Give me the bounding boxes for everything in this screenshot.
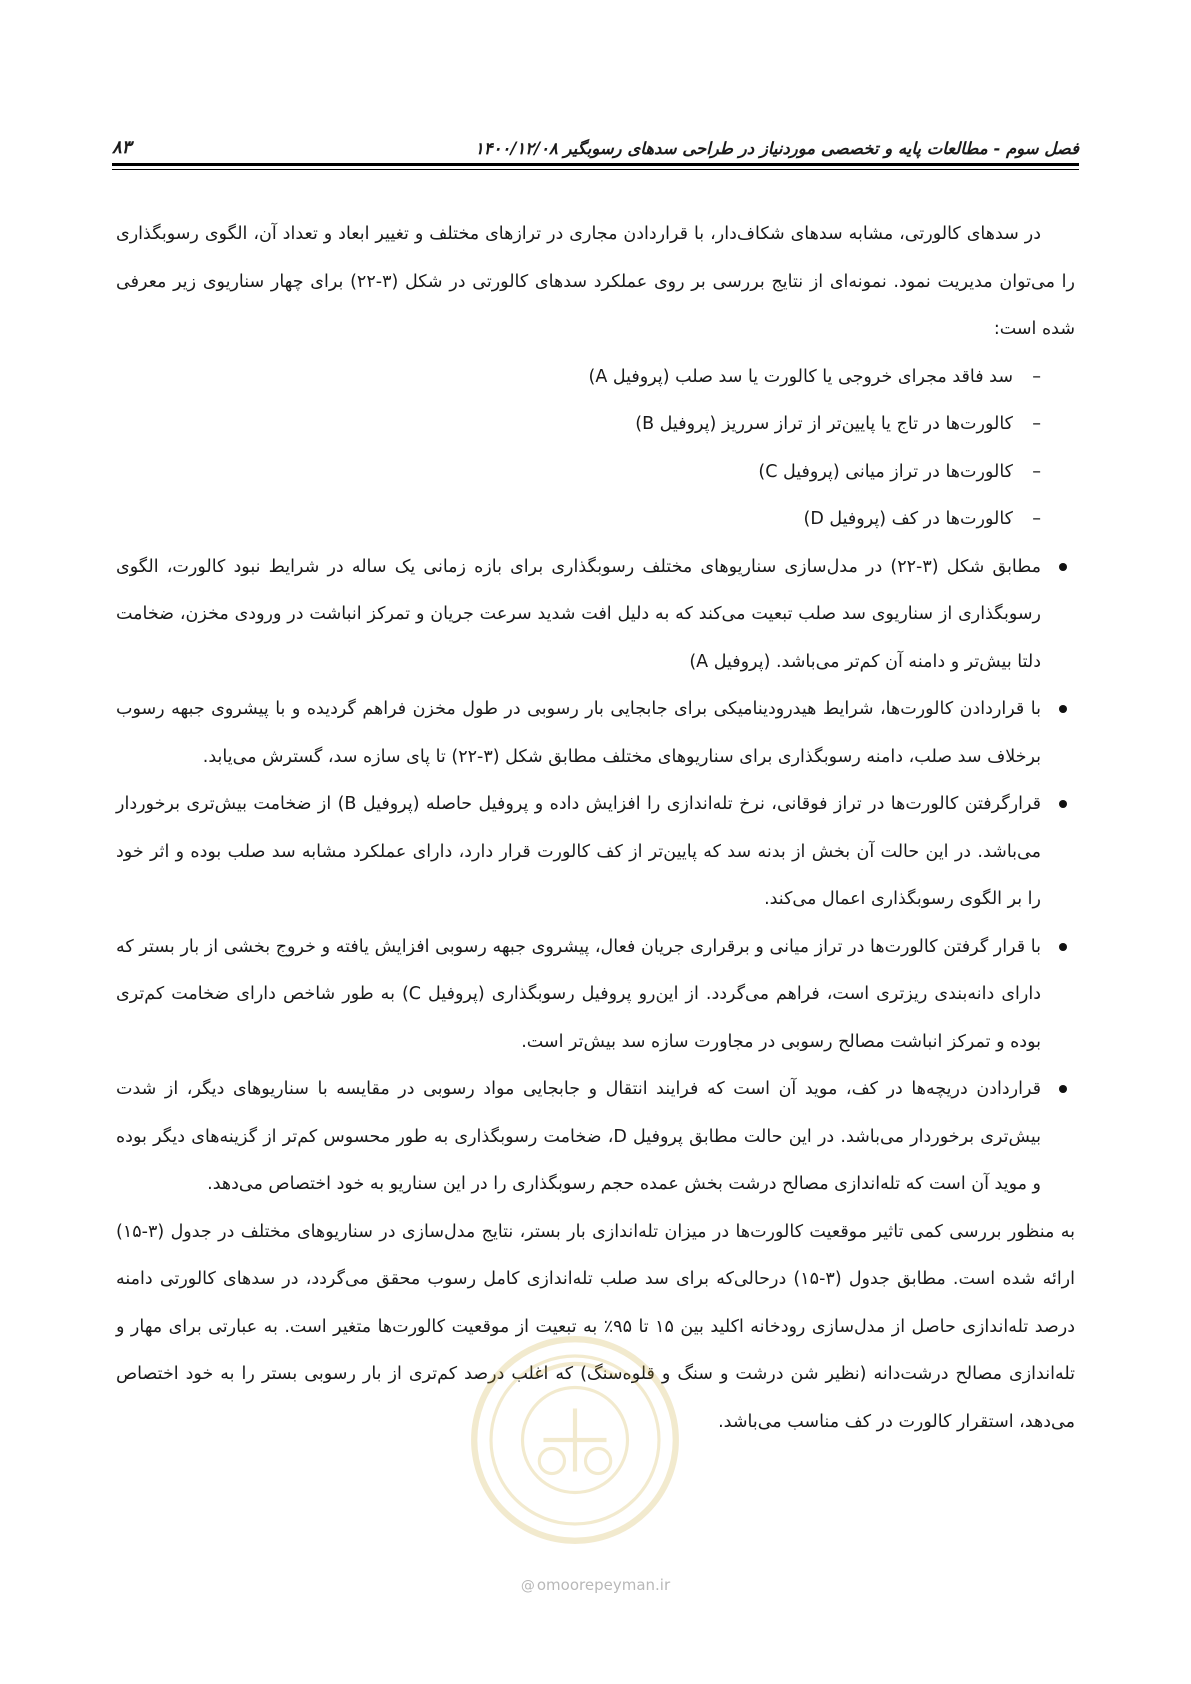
list-item [116, 686, 1075, 781]
list-item [116, 354, 1041, 402]
dash-icon: – [1032, 366, 1041, 387]
list-item [116, 401, 1041, 449]
scenario-text: کالورت‌ها در تاج یا پایین‌تر از تراز سرریز (پروفیل B) [635, 414, 1013, 434]
list-item [116, 496, 1041, 544]
closing-paragraph: به منظور بررسی کمی تاثیر موقعیت کالورت‌ها در میزان تله‌اندازی بار بستر، نتایج مدل‌سازی در سناریوهای مختلف در جدول (۳-۱۵) ارائه شده است. مطابق جدول (۳-۱۵) درحالی‌که برای سد صلب تله‌اندازی کامل رسوب محقق می‌گردد، در سدهای کالورتی دامنه درصد تله‌اندازی حاصل از مدل‌سازی رودخانه اکلید بین ۱۵ تا ۹۵٪ به تبعیت از موقعیت کالورت‌ها متغیر است. به عبارتی برای مهار و تله‌اندازی مصالح درشت‌دانه (نظیر شن درشت و سنگ و قلوه‌سنگ) که اغلب درصد کم‌تری از بار رسوبی بستر را به خود اختصاص می‌دهد، استقرار کالورت در کف مناسب می‌باشد. [116, 1221, 1075, 1432]
dash-icon: – [1032, 461, 1041, 482]
dash-icon: – [1032, 414, 1041, 434]
bullet-text: مطابق شکل (۳-۲۲) در مدل‌سازی سناریوهای مختلف رسوبگذاری برای بازه زمانی یک ساله در شرایط نبود کالورت، الگوی رسوبگذاری از سناریوی سد صلب تبعیت می‌کند که به دلیل افت شدید سرعت جریان و تمرکز انباشت در ورودی مخزن، ضخامت دلتا بیش‌تر و دامنه آن کم‌تر می‌باشد. (پروفیل A) [116, 556, 1041, 672]
scenario-text: کالورت‌ها در کف (پروفیل D) [803, 509, 1013, 529]
list-item [116, 924, 1075, 1067]
scenario-text: سد فاقد مجرای خروجی یا کالورت یا سد صلب (پروفیل A) [588, 366, 1013, 387]
list-item [116, 1066, 1075, 1209]
bullet-icon [1059, 943, 1067, 951]
bullet-text: قراردادن دریچه‌ها در کف، موید آن است که فرایند انتقال و جابجایی مواد رسوبی در مقایسه با سناریوهای دیگر، از شدت بیش‌تری برخوردار می‌باشد. در این حالت مطابق پروفیل D، ضخامت رسوبگذاری به طور محسوس کم‌تر از گزینه‌های دیگر بوده و موید آن است که تله‌اندازی مصالح درشت بخش عمده حجم رسوبگذاری را در این سناریو به خود اختصاص می‌دهد. [116, 1079, 1041, 1194]
at-icon: @ [520, 1578, 535, 1594]
bullet-text: با قرار گرفتن کالورت‌ها در تراز میانی و برقراری جریان فعال، پیشروی جبهه رسوبی افزایش یافته و خروج بخشی از بار بستر که دارای دانه‌بندی ریزتری است، فراهم می‌گردد. از این‌رو پروفیل رسوبگذاری (پروفیل C) به طور شاخص دارای ضخامت کم‌تری بوده و تمرکز انباشت مصالح رسوبی در مجاورت سازه سد بیش‌تر است. [116, 936, 1042, 1052]
header-rule-thick [112, 163, 1079, 166]
header-rule-thin [112, 169, 1079, 170]
list-item [116, 781, 1075, 924]
scenario-text: کالورت‌ها در تراز میانی (پروفیل C) [758, 461, 1013, 482]
page-header [112, 128, 1079, 158]
dash-icon: – [1032, 509, 1041, 529]
bullet-icon [1059, 705, 1067, 713]
body-content [116, 211, 1075, 1446]
bullet-icon [1059, 563, 1067, 571]
bullet-text: قرارگرفتن کالورت‌ها در تراز فوقانی، نرخ تله‌اندازی را افزایش داده و پروفیل حاصله (پروفیل B) از ضخامت بیش‌تری برخوردار می‌باشد. در این حالت آن بخش از بدنه سد که پایین‌تر از کف کالورت قرار دارد، دارای عملکرد مشابه سد صلب بوده و اثر خود را بر الگوی رسوبگذاری اعمال می‌کند. [116, 794, 1041, 909]
bullet-text: با قراردادن کالورت‌ها، شرایط هیدرودینامیکی برای جابجایی بار رسوبی در طول مخزن فراهم گردیده و با پیشروی جبهه رسوب برخلاف سد صلب، دامنه رسوبگذاری برای سناریوهای مختلف مطابق شکل (۳-۲۲) تا پای سازه سد، گسترش می‌یابد. [116, 699, 1041, 767]
bullet-list [116, 544, 1075, 1209]
watermark-url: @ omoorepeyman.ir [520, 1576, 671, 1594]
list-item [116, 544, 1075, 687]
list-item [116, 449, 1041, 497]
page-number: ۸۳ [112, 137, 132, 158]
intro-paragraph: در سدهای کالورتی، مشابه سدهای شکاف‌دار، با قراردادن مجاری در ترازهای مختلف و تغییر ابعاد و تعداد آن، الگوی رسوبگذاری را می‌توان مدیریت نمود. نمونه‌ای از نتایج بررسی بر روی عملکرد سدهای کالورتی در شکل (۳-۲۲) برای چهار سناریوی زیر معرفی شده است: [116, 224, 1075, 339]
running-title: فصل سوم - مطالعات پایه و تخصصی موردنیاز در طراحی سدهای رسوبگیر ۱۴۰۰/۱۲/۰۸ [474, 139, 1079, 158]
bullet-icon [1059, 1085, 1067, 1093]
bullet-icon [1059, 800, 1067, 808]
scenario-list [116, 354, 1075, 544]
